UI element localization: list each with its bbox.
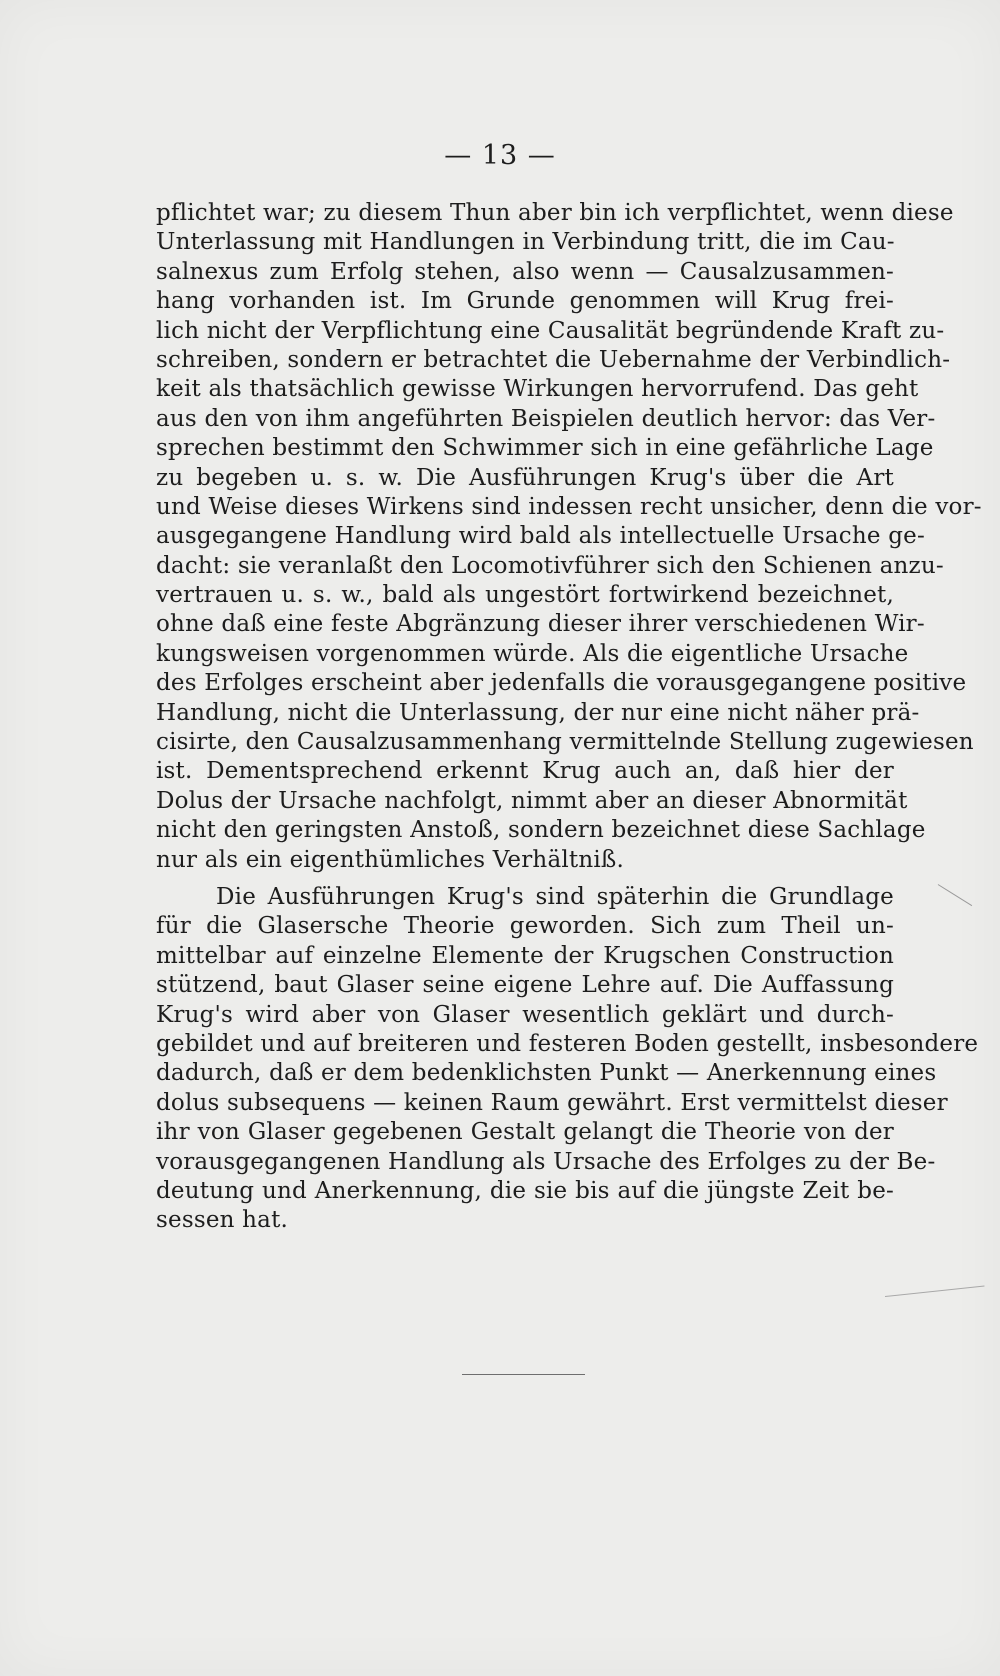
text-line: salnexus zum Erfolg stehen, also wenn — Causalzusammen- — [156, 258, 894, 285]
text-line: dolus subsequens — keinen Raum gewährt. Erst vermittelst dieser — [156, 1089, 948, 1116]
text-line: deutung und Anerkennung, die sie bis auf die jüngste Zeit be- — [156, 1177, 894, 1204]
text-line: keit als thatsächlich gewisse Wirkungen hervorrufend. Das geht — [156, 376, 919, 403]
text-line: nicht den geringsten Anstoß, sondern bezeichnet diese Sachlage — [156, 817, 926, 844]
paragraph-2 — [156, 883, 979, 1236]
text-line: des Erfolges erscheint aber jedenfalls die vorausgegangene positive — [156, 670, 967, 697]
text-line: vertrauen u. s. w., bald als ungestört fortwirkend bezeichnet, — [156, 582, 894, 609]
text-line: stützend, baut Glaser seine eigene Lehre auf. Die Auffassung — [156, 972, 894, 999]
text-line: pflichtet war; zu diesem Thun aber bin ich verpflichtet, wenn diese — [156, 200, 954, 226]
text-line: Unterlassung mit Handlungen in Verbindung tritt, die im Cau- — [156, 229, 895, 256]
text-line: dacht: sie veranlaßt den Locomotivführer sich den Schienen anzu- — [156, 552, 944, 579]
scan-artifact-mark — [938, 884, 972, 906]
text-line: lich nicht der Verpflichtung eine Causalität begründende Kraft zu- — [156, 317, 945, 344]
text-line: kungsweisen vorgenommen würde. Als die eigentliche Ursache — [156, 640, 909, 667]
text-line: vorausgegangenen Handlung als Ursache des Erfolges zu der Be- — [156, 1148, 936, 1175]
text-line: cisirte, den Causalzusammenhang vermittelnde Stellung zugewiesen — [156, 729, 974, 756]
text-line: und Weise dieses Wirkens sind indessen recht unsicher, denn die vor- — [156, 493, 982, 520]
page-number: — 13 — — [444, 140, 556, 171]
paragraph-1 — [156, 199, 982, 875]
text-line: sprechen bestimmt den Schwimmer sich in eine gefährliche Lage — [156, 435, 934, 462]
text-line: Die Ausführungen Krug's sind späterhin die Grundlage — [216, 883, 894, 910]
scan-artifact-mark — [885, 1286, 985, 1297]
section-end-rule — [462, 1374, 585, 1375]
text-line: hang vorhanden ist. Im Grunde genommen will Krug frei- — [156, 288, 894, 315]
text-line: Krug's wird aber von Glaser wesentlich geklärt und durch- — [156, 1001, 894, 1028]
text-line: dadurch, daß er dem bedenklichsten Punkt — Anerkennung eines — [156, 1060, 937, 1087]
text-line: aus den von ihm angeführten Beispielen deutlich hervor: das Ver- — [156, 405, 936, 432]
text-line: Handlung, nicht die Unterlassung, der nur eine nicht näher prä- — [156, 699, 920, 726]
text-line: ihr von Glaser gegebenen Gestalt gelangt die Theorie von der — [156, 1119, 894, 1146]
text-line: ohne daß eine feste Abgränzung dieser ihrer verschiedenen Wir- — [156, 611, 925, 638]
text-line: zu begeben u. s. w. Die Ausführungen Krug's über die Art — [156, 464, 894, 491]
text-line: gebildet und auf breiteren und festeren Boden gestellt, insbesondere — [156, 1030, 979, 1057]
text-line: mittelbar auf einzelne Elemente der Krugschen Construction — [156, 942, 894, 969]
body-text — [156, 199, 982, 1236]
text-line: ist. Dementsprechend erkennt Krug auch an, daß hier der — [156, 758, 894, 785]
text-line: sessen hat. — [156, 1207, 289, 1234]
text-line: Dolus der Ursache nachfolgt, nimmt aber an dieser Abnormität — [156, 787, 908, 814]
text-line: nur als ein eigenthümliches Verhältniß. — [156, 846, 625, 873]
text-line: schreiben, sondern er betrachtet die Uebernahme der Verbindlich- — [156, 346, 951, 373]
text-line: für die Glasersche Theorie geworden. Sich zum Theil un- — [156, 913, 894, 940]
text-line: ausgegangene Handlung wird bald als intellectuelle Ursache ge- — [156, 523, 925, 550]
